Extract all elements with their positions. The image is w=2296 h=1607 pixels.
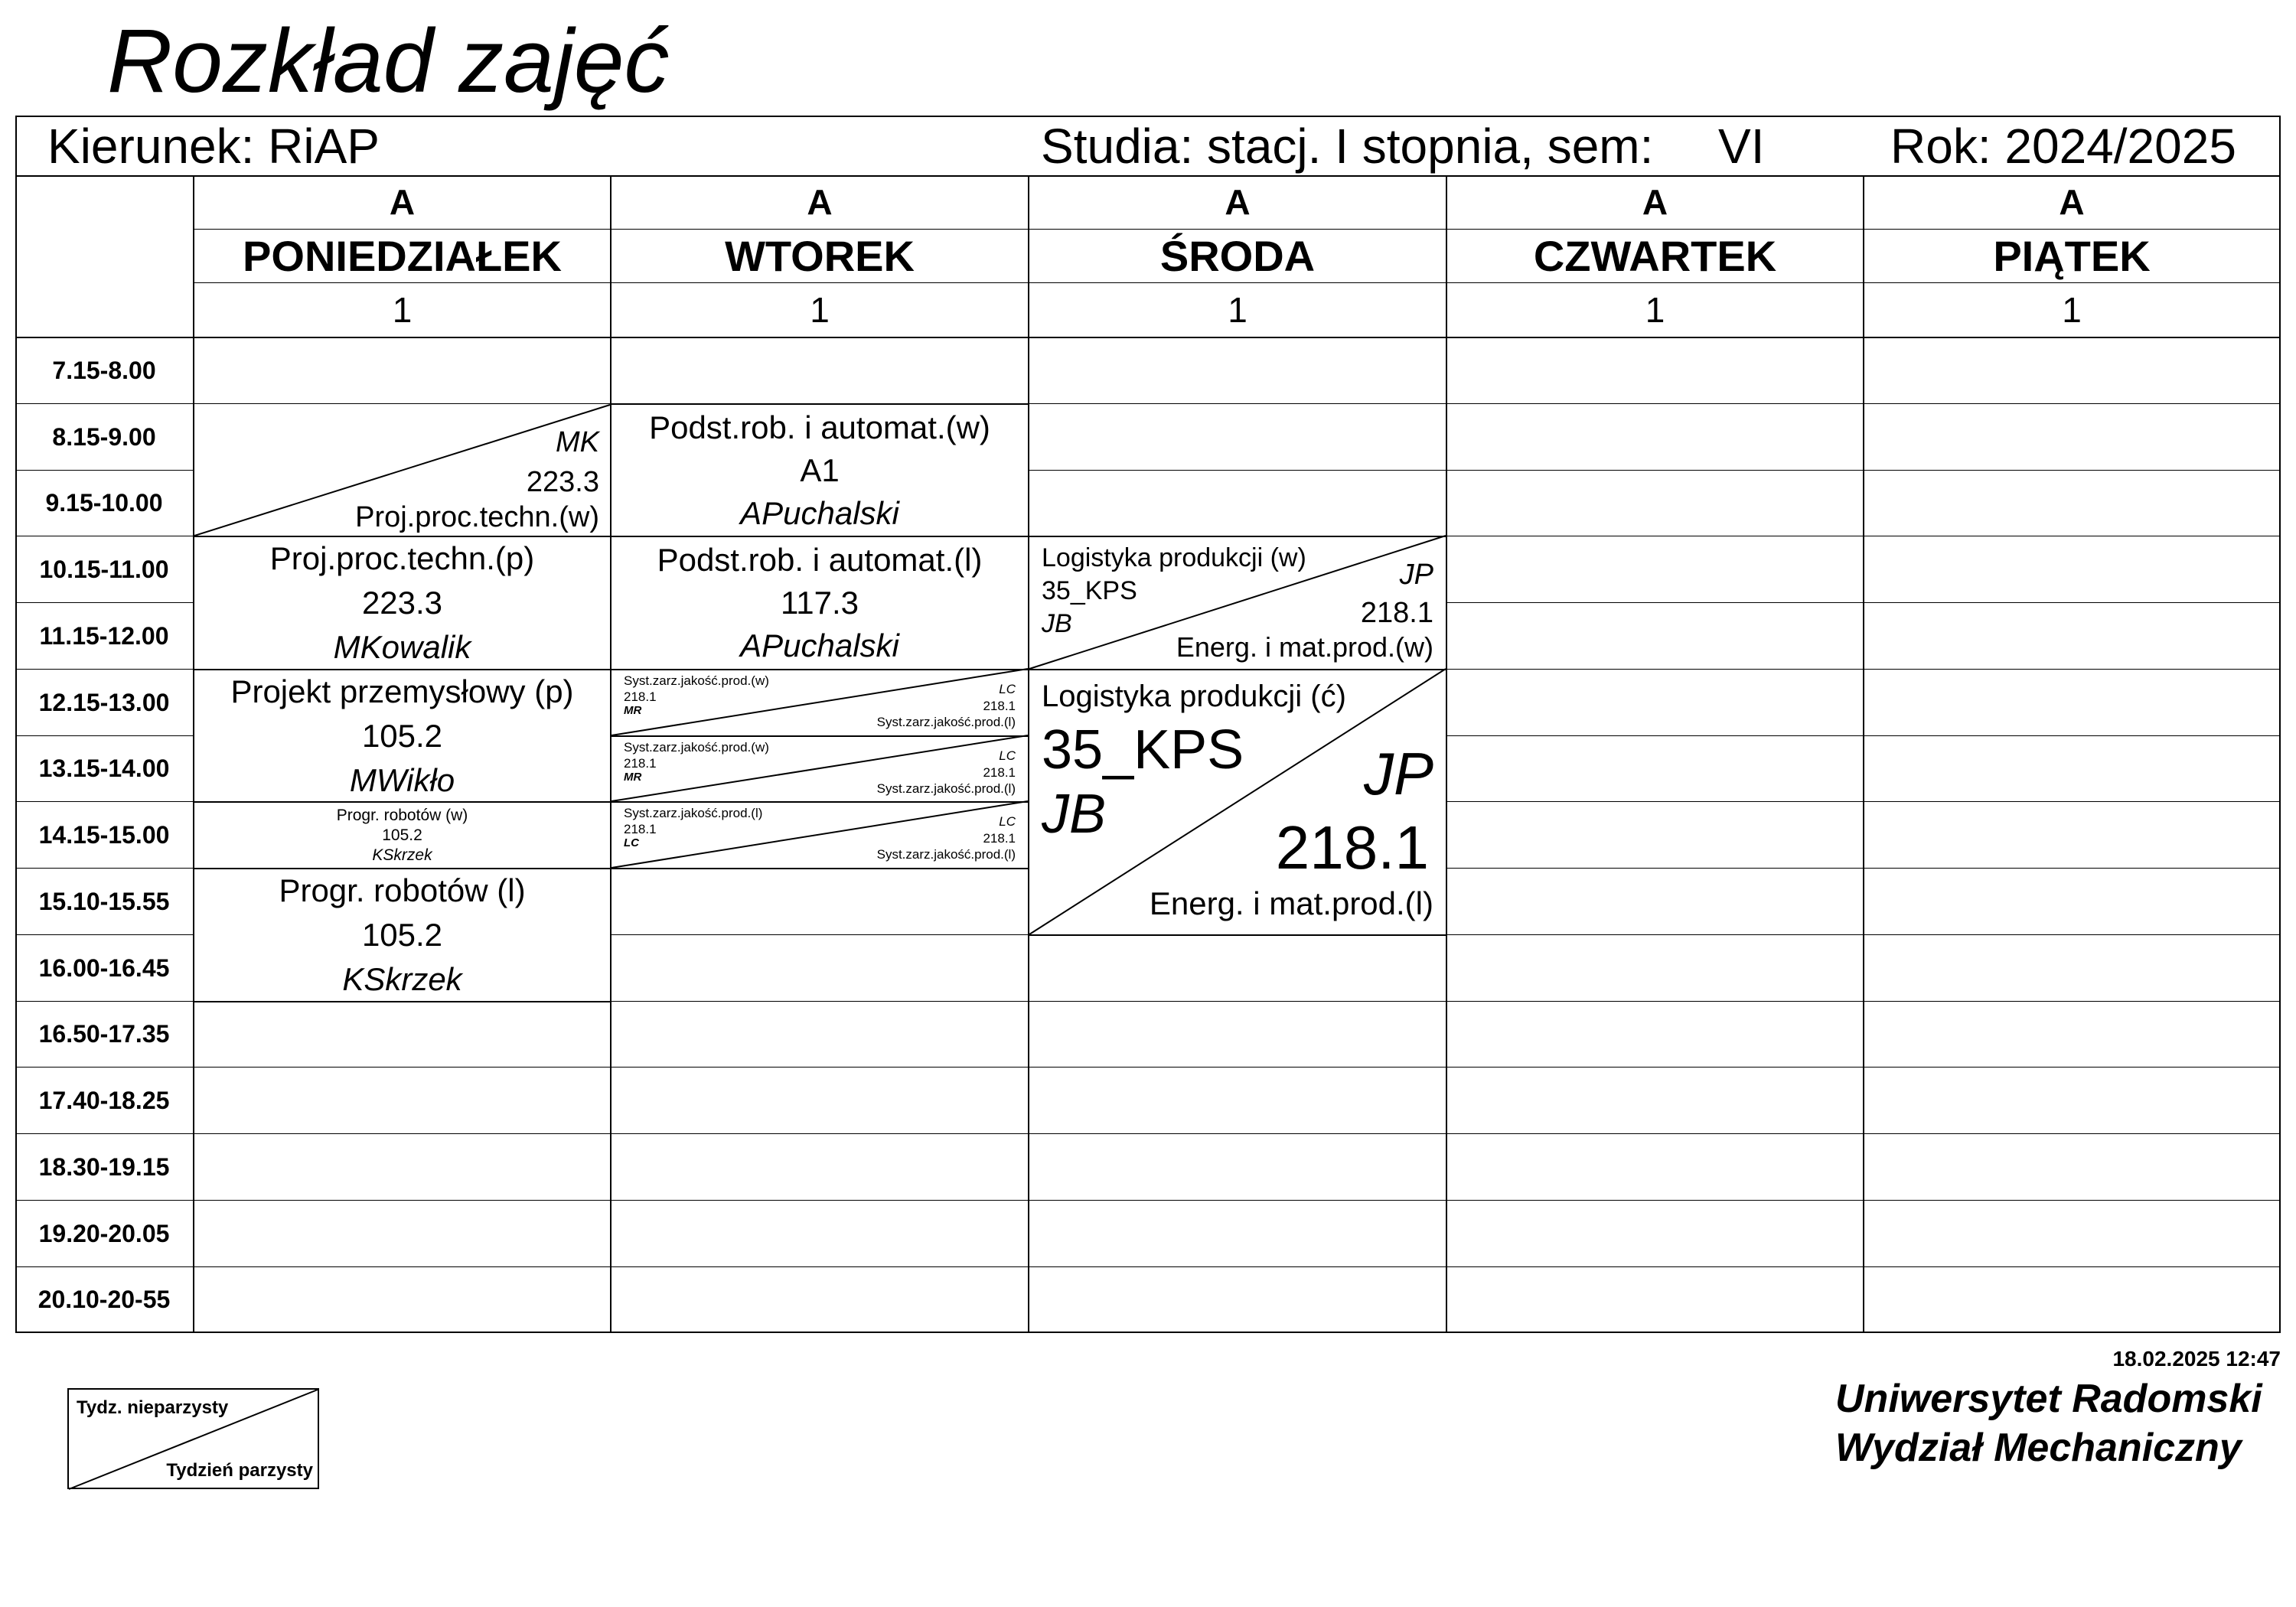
lecturer-even: JP [1363, 740, 1433, 807]
day-number: 1 [1645, 290, 1665, 330]
university-name: Uniwersytet Radomski [1835, 1377, 2262, 1421]
time-slot: 16.00-16.45 [38, 953, 170, 982]
legend-even-week: Tydzień parzysty [166, 1460, 313, 1481]
field-of-study: Kierunek: RiAP [47, 119, 380, 174]
day-name: WTOREK [725, 232, 915, 280]
room-odd: 218.1 [624, 689, 657, 704]
room-even: 218.1 [983, 765, 1016, 780]
lecturer-even: LC [999, 814, 1016, 829]
class-block[interactable] [194, 869, 610, 1001]
room-even: 218.1 [1275, 813, 1429, 882]
class-block-split[interactable] [612, 737, 1028, 801]
day-group: A [389, 182, 416, 222]
lecturer-odd: JB [1042, 609, 1072, 638]
day-name: PIĄTEK [1993, 232, 2151, 280]
class-block[interactable] [194, 670, 610, 801]
lecturer: MWikło [349, 761, 455, 798]
day-number: 1 [2062, 290, 2082, 330]
class-block[interactable] [612, 537, 1028, 669]
lecturer-odd: MR [624, 704, 642, 717]
room: A1 [800, 451, 840, 488]
room: 117.3 [781, 585, 859, 621]
subject-odd: Syst.zarz.jakość.prod.(w) [624, 740, 769, 755]
subject-even: Syst.zarz.jakość.prod.(l) [876, 781, 1016, 796]
subject: Proj.proc.techn.(p) [269, 540, 535, 576]
day-group: A [807, 182, 833, 222]
lecturer-even: LC [999, 682, 1016, 696]
lecturer: MK [556, 426, 599, 458]
subject-even: Syst.zarz.jakość.prod.(l) [876, 847, 1016, 862]
day-group: A [2059, 182, 2085, 222]
room-even: 218.1 [983, 699, 1016, 713]
week-legend [67, 1388, 319, 1489]
legend-odd-week: Tydz. nieparzysty [77, 1397, 229, 1418]
lecturer-even: JP [1399, 559, 1433, 591]
room-odd: 35_KPS [1042, 576, 1137, 605]
subject-even: Syst.zarz.jakość.prod.(l) [876, 715, 1016, 729]
day-name: ŚRODA [1159, 232, 1316, 280]
room: 105.2 [382, 826, 422, 844]
day-name: CZWARTEK [1533, 232, 1777, 280]
room: 223.3 [526, 466, 599, 498]
time-slot: 19.20-20.05 [38, 1219, 170, 1247]
time-slot: 7.15-8.00 [52, 357, 156, 384]
time-slot: 20.10-20-55 [38, 1286, 171, 1313]
lecturer: KSkrzek [372, 846, 432, 864]
time-slot: 15.10-15.55 [38, 887, 170, 915]
lecturer-even: LC [999, 748, 1016, 763]
time-slot: 9.15-10.00 [45, 489, 163, 517]
lecturer: MKowalik [333, 629, 471, 665]
time-slot: 18.30-19.15 [38, 1152, 170, 1181]
room: 105.2 [361, 917, 443, 953]
time-slot: 13.15-14.00 [38, 755, 170, 782]
subject: Podst.rob. i automat.(w) [649, 409, 990, 445]
class-block[interactable] [194, 803, 610, 868]
time-slot: 8.15-9.00 [52, 422, 156, 451]
subject: Podst.rob. i automat.(l) [657, 542, 983, 578]
time-slot: 11.15-12.00 [39, 621, 169, 650]
room-odd: 35_KPS [1042, 719, 1244, 781]
lecturer: APuchalski [740, 627, 899, 663]
semester: VI [1718, 119, 1765, 174]
room: 105.2 [361, 717, 443, 754]
subject-even: Energ. i mat.prod.(w) [1176, 631, 1433, 663]
class-block-split[interactable] [612, 670, 1028, 735]
subject: Projekt przemysłowy (p) [230, 673, 574, 709]
room: 223.3 [361, 585, 443, 621]
print-timestamp: 18.02.2025 12:47 [2112, 1347, 2281, 1371]
lecturer-odd: JB [1042, 784, 1107, 845]
day-number: 1 [1228, 290, 1247, 330]
study-mode: Studia: stacj. I stopnia, sem: [1041, 119, 1654, 174]
subject-odd: Logistyka produkcji (ć) [1042, 680, 1346, 713]
class-block[interactable] [194, 537, 610, 669]
lecturer-odd: MR [624, 771, 642, 784]
page-title: Rozkład zajęć [107, 11, 670, 112]
lecturer: APuchalski [740, 494, 899, 531]
time-slot: 17.40-18.25 [38, 1086, 170, 1114]
lecturer: KSkrzek [342, 961, 462, 997]
time-slot: 10.15-11.00 [39, 555, 169, 583]
room-even: 218.1 [983, 831, 1016, 846]
class-block-split[interactable] [1029, 670, 1446, 934]
subject-odd: Logistyka produkcji (w) [1042, 543, 1306, 572]
room-odd: 218.1 [624, 756, 657, 771]
subject-odd: Syst.zarz.jakość.prod.(w) [624, 673, 769, 688]
subject: Progr. robotów (w) [336, 806, 468, 824]
room-odd: 218.1 [624, 822, 657, 836]
subject: Progr. robotów (l) [279, 872, 526, 908]
day-number: 1 [392, 290, 413, 330]
class-block-split[interactable] [612, 803, 1028, 868]
time-slot: 12.15-13.00 [38, 688, 170, 716]
academic-year: Rok: 2024/2025 [1890, 119, 2236, 174]
subject: Proj.proc.techn.(w) [355, 501, 599, 533]
day-name: PONIEDZIAŁEK [243, 232, 562, 280]
day-number: 1 [810, 290, 830, 330]
time-slot: 14.15-15.00 [38, 820, 170, 849]
room-even: 218.1 [1360, 597, 1433, 629]
day-group: A [1642, 182, 1668, 222]
class-block[interactable] [194, 405, 610, 536]
class-block-split[interactable] [1029, 537, 1446, 669]
subject-odd: Syst.zarz.jakość.prod.(l) [624, 806, 763, 820]
time-slot: 16.50-17.35 [38, 1020, 170, 1048]
faculty-name: Wydział Mechaniczny [1835, 1426, 2242, 1470]
lecturer-odd: LC [624, 836, 639, 849]
day-group: A [1225, 182, 1251, 222]
subject-even: Energ. i mat.prod.(l) [1149, 885, 1433, 921]
class-block[interactable] [612, 405, 1028, 536]
